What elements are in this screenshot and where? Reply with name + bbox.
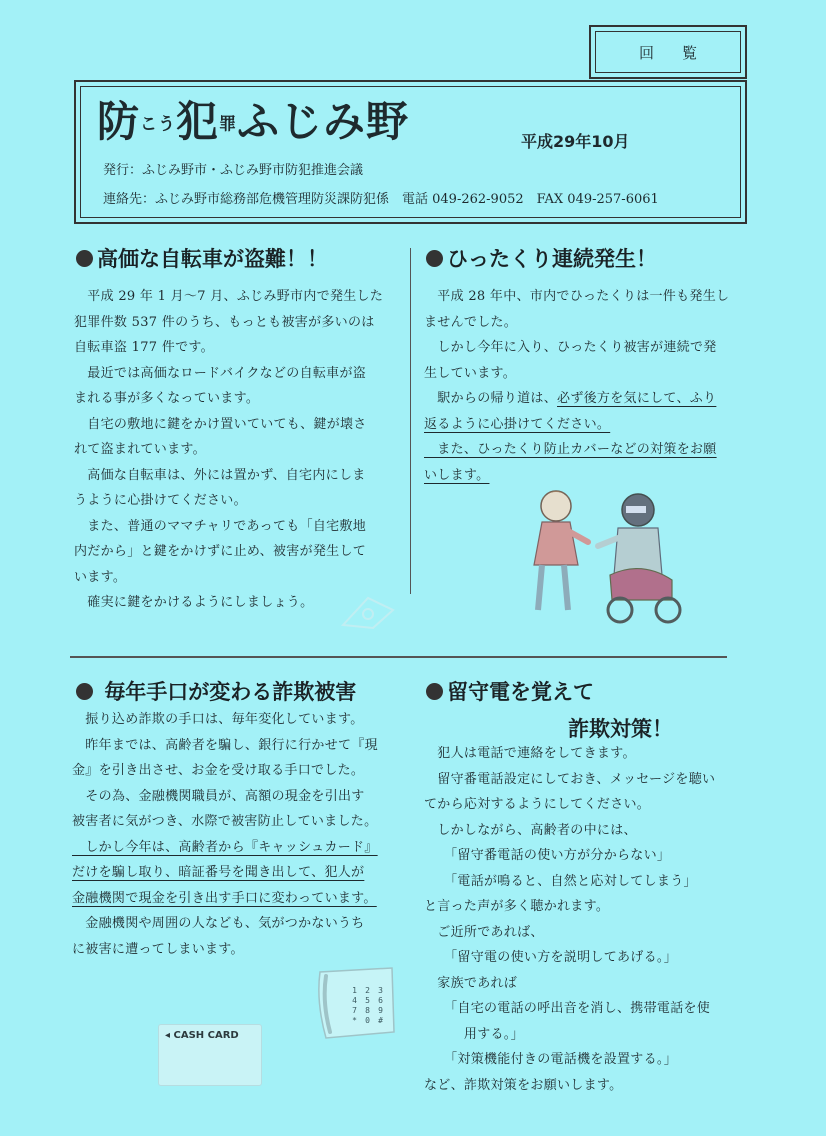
snatch-line: ませんでした。 bbox=[424, 314, 518, 330]
bicycle-line: 自転車盗 177 件です。 bbox=[74, 340, 214, 355]
bullet-icon bbox=[76, 250, 93, 267]
phone-key: * bbox=[352, 1016, 357, 1025]
circulation-label: 回覧 bbox=[595, 31, 741, 73]
snatch-illustration bbox=[522, 480, 687, 630]
fraud-heading bbox=[76, 676, 356, 706]
fraud-line-underlined: だけを騙し取り、暗証番号を聞き出して、犯人が bbox=[72, 865, 365, 880]
bicycle-line: います。 bbox=[74, 569, 127, 585]
snatch-line: しかし今年に入り、ひったくり被害が連続で発 bbox=[424, 340, 717, 355]
snatch-line-plain: 駅からの帰り道は、 bbox=[424, 391, 558, 406]
bullet-icon bbox=[426, 683, 443, 700]
snatch-line bbox=[424, 386, 754, 412]
title-part-kou: こう bbox=[140, 114, 177, 135]
publisher-line: 発行：ふじみ野市・ふじみ野市防犯推進会議 bbox=[103, 163, 364, 178]
snatch-line-underlined: いします。 bbox=[424, 467, 490, 483]
bicycle-line: また、普通のママチャリであっても「自宅敷地 bbox=[74, 518, 367, 534]
answering-line: てから応対するようにしてください。 bbox=[424, 797, 651, 812]
fraud-line: に被害に遭ってしまいます。 bbox=[72, 941, 244, 957]
fraud-line: その為、金融機関職員が、高額の現金を引出す bbox=[72, 788, 365, 804]
answering-line: 「留守番電話の使い方が分からない」 bbox=[424, 848, 671, 863]
snatch-line-underlined: 返るように心掛けてください。 bbox=[424, 416, 611, 432]
phone-key: 6 bbox=[378, 996, 383, 1005]
contact-line: 連絡先：ふじみ野市総務部危機管理防災課防犯係 電話 049-262-9052 FAX 049-257-6061 bbox=[103, 192, 659, 207]
bicycle-heading bbox=[76, 243, 328, 273]
issue-date: 平成29年10月 bbox=[521, 132, 630, 151]
answering-line: 家族であれば bbox=[424, 975, 518, 991]
phone-key: 9 bbox=[378, 1006, 383, 1015]
snatch-heading bbox=[426, 243, 657, 273]
phone-key: 1 bbox=[352, 986, 357, 995]
phone-key: 7 bbox=[352, 1006, 357, 1015]
answering-line: 「対策機能付きの電話機を設置する。」 bbox=[424, 1052, 678, 1067]
answering-heading-line1: 留守電を覚えて bbox=[447, 680, 594, 704]
fraud-line-underlined: 金融機関で現金を引き出す手口に変わっています。 bbox=[72, 890, 377, 906]
answering-line: 「留守電の使い方を説明してあげる。」 bbox=[424, 950, 678, 965]
bullet-icon bbox=[76, 683, 93, 700]
phone-keypad bbox=[348, 986, 388, 1025]
newsletter-title bbox=[97, 97, 409, 150]
bicycle-line: まれる事が多くなっています。 bbox=[74, 391, 260, 406]
section-divider bbox=[70, 656, 727, 658]
phone-key: 2 bbox=[365, 986, 370, 995]
snatch-heading-text: ひったくり連続発生！ bbox=[447, 247, 657, 271]
phone-key: 4 bbox=[352, 996, 357, 1005]
fraud-line: 振り込め詐欺の手口は、毎年変化しています。 bbox=[72, 712, 364, 727]
snatch-line-underlined: 必ず後方を気にして、ふり bbox=[557, 391, 717, 406]
bicycle-line: 高価な自転車は、外には置かず、自宅内にしま bbox=[74, 467, 366, 483]
bicycle-line: 自宅の敷地に鍵をかけ置いていても、鍵が壊さ bbox=[74, 416, 367, 432]
answering-line: など、詐欺対策をお願いします。 bbox=[424, 1077, 623, 1093]
masthead bbox=[74, 80, 747, 224]
answering-line: 「自宅の電話の呼出音を消し、携帯電話を使 bbox=[424, 1001, 711, 1016]
snatch-line: 平成 28 年中、市内でひったくりは一件も発生し bbox=[424, 289, 730, 304]
answering-line: ご近所であれば、 bbox=[424, 924, 544, 940]
woman-head bbox=[541, 491, 571, 521]
fraud-line: 金』を引き出させ、お金を受け取る手口でした。 bbox=[72, 763, 365, 778]
card-arrow-icon: ◂ bbox=[165, 1030, 171, 1041]
bicycle-line: 確実に鍵をかけるようにしましょう。 bbox=[74, 595, 314, 610]
bicycle-line: 平成 29 年 1 月～7 月、ふじみ野市内で発生した bbox=[74, 289, 384, 304]
fraud-line: 金融機関や周囲の人なども、気がつかないうち bbox=[72, 916, 365, 931]
lock-illustration bbox=[338, 590, 398, 630]
bicycle-body bbox=[74, 284, 404, 616]
title-part-zai: 罪 bbox=[219, 114, 238, 135]
cash-card-label-text: CASH CARD bbox=[173, 1030, 239, 1041]
fraud-body bbox=[72, 707, 406, 962]
bicycle-line: 犯罪件数 537 件のうち、もっとも被害が多いのは bbox=[74, 314, 375, 330]
title-part-fujimino: ふじみ野 bbox=[237, 97, 410, 146]
telephone-illustration bbox=[312, 962, 400, 1044]
answering-body bbox=[424, 741, 758, 1098]
title-part-han: 犯 bbox=[176, 97, 220, 146]
bicycle-heading-text: 高価な自転車が盗難！！ bbox=[97, 247, 328, 271]
answering-heading bbox=[426, 676, 594, 706]
circulation-box bbox=[589, 25, 747, 79]
answering-line: 留守番電話設定にしておき、メッセージを聴い bbox=[424, 771, 716, 787]
bicycle-line: 最近では高価なロードバイクなどの自転車が盗 bbox=[74, 365, 367, 381]
answering-line: 犯人は電話で連絡をしてきます。 bbox=[424, 746, 636, 761]
title-part-bou: 防 bbox=[97, 97, 141, 146]
phone-key: # bbox=[378, 1016, 383, 1025]
phone-key: 5 bbox=[365, 996, 370, 1005]
phone-key: 3 bbox=[378, 986, 383, 995]
answering-heading-line2: 詐欺対策！ bbox=[568, 717, 673, 741]
cash-card-label bbox=[165, 1030, 239, 1041]
snatch-line: 生しています。 bbox=[424, 365, 517, 381]
snatch-body bbox=[424, 284, 754, 488]
cash-card-illustration bbox=[158, 1024, 262, 1086]
fraud-line: 昨年までは、高齢者を騙し、銀行に行かせて『現 bbox=[72, 737, 378, 753]
answering-line: しかしながら、高齢者の中には、 bbox=[424, 822, 637, 838]
fraud-line-underlined: しかし今年は、高齢者から『キャッシュカード』 bbox=[72, 839, 378, 855]
fraud-heading-text: 毎年手口が変わる詐欺被害 bbox=[104, 680, 357, 704]
snatch-line-underlined: また、ひったくり防止カバーなどの対策をお願 bbox=[424, 442, 717, 457]
column-divider bbox=[410, 248, 411, 594]
bullet-icon bbox=[426, 250, 443, 267]
bicycle-line: れて盗まれています。 bbox=[74, 442, 206, 457]
phone-key: 8 bbox=[365, 1006, 370, 1015]
phone-key: 0 bbox=[365, 1016, 370, 1025]
answering-line: と言った声が多く聴かれます。 bbox=[424, 899, 610, 914]
fraud-line: 被害者に気がつき、水際で被害防止していました。 bbox=[72, 814, 378, 829]
bicycle-line: うように心掛けてください。 bbox=[74, 493, 247, 508]
answering-line: 「電話が鳴ると、自然と応対してしまう」 bbox=[424, 873, 697, 889]
answering-line: 用する。」 bbox=[424, 1026, 524, 1042]
bicycle-line: 内だから」と鍵をかけずに止め、被害が発生して bbox=[74, 544, 367, 559]
